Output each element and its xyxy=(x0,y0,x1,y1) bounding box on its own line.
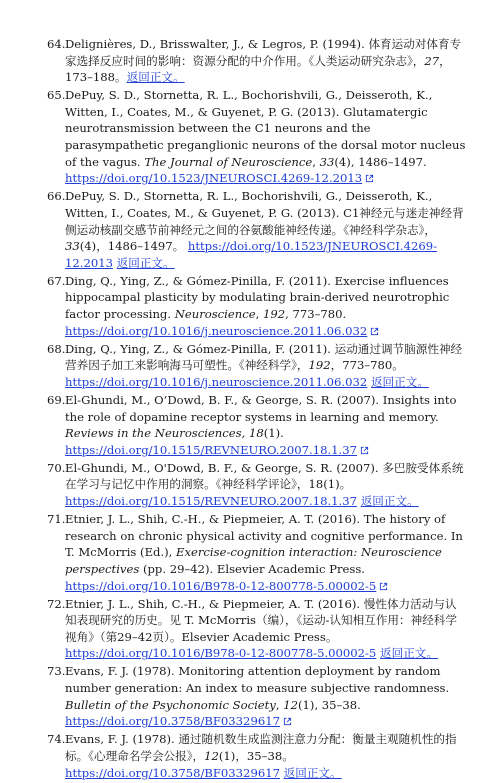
external-link-icon[interactable] xyxy=(365,174,374,183)
reference-italic-text: Bulletin of the Psychonomic Society xyxy=(65,697,276,712)
reference-text: El-Ghundi, M., O'Dowd, B. F., & George, S. R. (2007). 多巴胺受体系统在学习与记忆中作用的洞察。《神经科学评论》，18(1)。 xyxy=(65,460,464,492)
reference-item xyxy=(47,36,467,86)
back-to-text-link[interactable]: 返回正文。 xyxy=(380,646,438,661)
back-to-text-link[interactable]: 返回正文。 xyxy=(126,70,185,85)
back-to-text-link[interactable]: 返回正文。 xyxy=(360,494,419,509)
external-link-icon[interactable] xyxy=(370,327,379,336)
doi-link[interactable]: https://doi.org/10.3758/BF03329617 xyxy=(65,765,280,780)
reference-italic-text: 12 xyxy=(283,697,299,712)
reference-text: Etnier, J. L., Shih, C.-H., & Piepmeier, A. T. (2016). 慢性体力活动与认知表现研究的历史。见 T. McMorris（编），《运动-认知相互作用：神经科学视角》（第29–42页）。Elsevier Academic Press。 xyxy=(65,596,457,644)
doi-link[interactable]: https://doi.org/10.1523/JNEUROSCI.4269-12.2013 xyxy=(65,239,438,270)
reference-item xyxy=(47,663,467,729)
reference-item xyxy=(47,511,467,594)
reference-text: Evans, F. J. (1978). Monitoring attention deployment by random number generation: An index to measure subjective randomness. xyxy=(65,664,450,696)
reference-text: Ding, Q., Ying, Z., & Gómez-Pinilla, F. (2011). 运动通过调节脑源性神经营养因子加工来影响海马可塑性。《神经科学》， xyxy=(65,341,463,373)
reference-item xyxy=(47,341,467,391)
reference-text: (4)，1486–1497。 xyxy=(79,239,188,254)
reference-item xyxy=(47,731,467,781)
reference-item xyxy=(47,392,467,458)
reference-text: (1). xyxy=(263,426,284,441)
reference-text: (1), 35–38. xyxy=(298,697,361,712)
reference-number: 67. xyxy=(47,273,66,288)
reference-italic-text: 33 xyxy=(319,154,335,169)
reference-italic-text: Neuroscience xyxy=(174,307,256,321)
reference-item xyxy=(47,87,467,187)
reference-text: ，173–188。 xyxy=(65,53,451,85)
external-link-icon[interactable] xyxy=(360,446,369,455)
reference-number: 72. xyxy=(47,596,66,611)
reference-text: (4), 1486–1497. xyxy=(334,154,427,169)
back-to-text-link[interactable]: 返回正文。 xyxy=(370,374,429,389)
reference-item xyxy=(47,596,467,662)
doi-link[interactable]: https://doi.org/10.1016/B978-0-12-800778-5.00002-5 xyxy=(65,646,377,661)
reference-text: , 773–780. xyxy=(285,307,347,321)
reference-text: (pp. 29–42). Elsevier Academic Press. xyxy=(139,561,365,576)
reference-text: Evans, F. J. (1978). 通过随机数生成监测注意力分配：衡量主观随机性的指标。《心理命名学会公报》， xyxy=(65,732,457,763)
reference-text: , xyxy=(312,154,320,169)
reference-text: DePuy, S. D., Stornetta, R. L., Bochorishvili, G., Deisseroth, K., Witten, I., Coates, M., & Guyenet, P. G. (2013). C1神经元与迷走神经背侧运动核副交感节前神经元之间的谷氨酸能神经传递。《神经科学杂志》， xyxy=(65,189,464,237)
reference-number: 73. xyxy=(47,664,66,679)
reference-text: , xyxy=(275,697,284,712)
reference-italic-text: Reviews in the Neurosciences, 18 xyxy=(65,426,264,441)
reference-text: , xyxy=(255,307,263,321)
external-link-icon[interactable] xyxy=(379,582,388,591)
reference-number: 65. xyxy=(47,88,66,103)
reference-italic-text: 192 xyxy=(262,307,286,321)
reference-number: 69. xyxy=(47,392,66,407)
reference-number: 68. xyxy=(47,341,66,356)
doi-link[interactable]: https://doi.org/10.1515/REVNEURO.2007.18.1.37 xyxy=(65,494,357,509)
reference-italic-text: 27 xyxy=(424,53,440,68)
reference-text: El-Ghundi, M., O’Dowd, B. F., & George, S. R. (2007). Insights into the role of dopamine receptor systems in learning and memory. xyxy=(65,392,457,424)
reference-italic-text: 33 xyxy=(65,239,80,254)
reference-item xyxy=(47,460,467,510)
doi-link[interactable]: https://doi.org/10.1523/JNEUROSCI.4269-12.2013 xyxy=(65,171,363,186)
reference-number: 70. xyxy=(47,460,66,475)
external-link-icon[interactable] xyxy=(283,717,292,726)
reference-italic-text: 12 xyxy=(204,748,219,763)
reference-italic-text: 192 xyxy=(308,358,331,373)
reference-text: Ding, Q., Ying, Z., & Gómez-Pinilla, F. (2011). Exercise influences hippocampal plasticity by modulating brain-derived neurotrophic factor processing. xyxy=(65,273,450,321)
reference-text: ，773–780。 xyxy=(330,358,404,373)
reference-text: Delignières, D., Brisswalter, J., & Legros, P. (1994). 体育运动对体育专家选择反应时间的影响：资源分配的中介作用。《人类运动研究杂志》， xyxy=(65,37,462,68)
reference-number: 71. xyxy=(47,512,66,527)
reference-italic-text: The Journal of Neuroscience xyxy=(144,154,313,169)
doi-link[interactable]: https://doi.org/10.3758/BF03329617 xyxy=(65,714,280,729)
reference-item xyxy=(47,273,467,339)
back-to-text-link[interactable]: 返回正文。 xyxy=(116,255,175,270)
reference-number: 64. xyxy=(47,37,66,51)
doi-link[interactable]: https://doi.org/10.1016/j.neuroscience.2011.06.032 xyxy=(65,323,368,338)
reference-number: 74. xyxy=(47,732,66,747)
reference-text: DePuy, S. D., Stornetta, R. L., Bochorishvili, G., Deisseroth, K., Witten, I., Coates, M., & Guyenet, P. G. (2013). Glutamatergic neurotransmission between the C1 neurons and the parasympathetic preganglionic neurons of the dorsal motor nucleus of the vagus. xyxy=(65,88,466,169)
back-to-text-link[interactable]: 返回正文。 xyxy=(283,765,342,780)
reference-italic-text: Exercise-cognition interaction: Neuroscience perspectives xyxy=(65,545,442,576)
doi-link[interactable]: https://doi.org/10.1515/REVNEURO.2007.18.1.37 xyxy=(65,442,357,457)
reference-item xyxy=(47,188,467,271)
reference-list xyxy=(47,36,467,783)
reference-text: (1)，35–38。 xyxy=(218,748,294,763)
reference-text: Etnier, J. L., Shih, C.-H., & Piepmeier, A. T. (2016). The history of research on chronic physical activity and cognitive performance. In T. McMorris (Ed.), xyxy=(65,512,463,560)
doi-link[interactable]: https://doi.org/10.1016/j.neuroscience.2011.06.032 xyxy=(65,374,368,389)
doi-link[interactable]: https://doi.org/10.1016/B978-0-12-800778-5.00002-5 xyxy=(65,578,377,593)
reference-number: 66. xyxy=(47,189,66,204)
